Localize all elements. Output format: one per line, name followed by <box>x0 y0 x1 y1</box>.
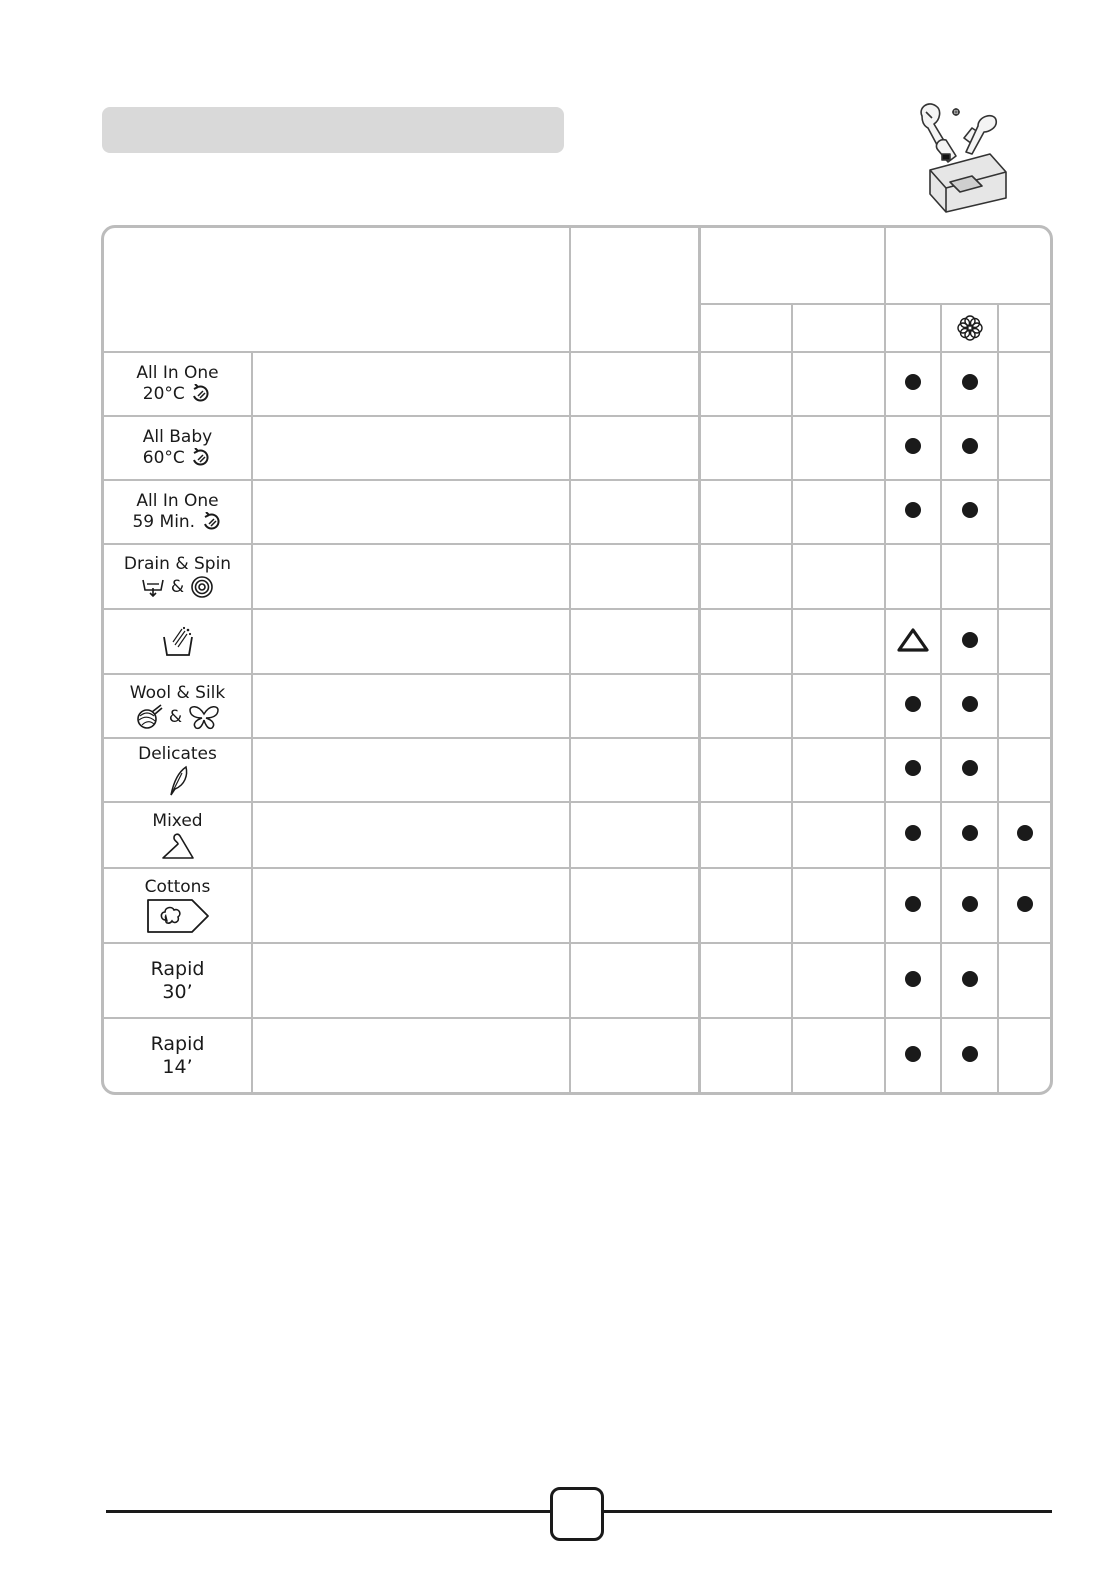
softener-cell <box>941 609 998 674</box>
table-row <box>104 480 1050 544</box>
description-cell <box>252 480 570 544</box>
dosage-dot <box>1017 896 1033 912</box>
load-cell <box>570 674 699 738</box>
dosage-dot <box>905 896 921 912</box>
table-row <box>104 943 1050 1018</box>
dosage-dot <box>962 632 978 648</box>
softener-cell <box>941 416 998 480</box>
dosage-dot <box>905 1046 921 1062</box>
program-name-cell <box>104 352 252 416</box>
program-name-cell <box>104 738 252 802</box>
dosage-dot <box>962 374 978 390</box>
program-temperature: 20°C <box>142 384 185 404</box>
main-wash-cell <box>885 544 941 609</box>
spin-icon <box>190 575 214 599</box>
softener-cell <box>941 868 998 943</box>
dosage-dot <box>905 438 921 454</box>
optional-dosage-triangle <box>896 627 930 653</box>
main-wash-cell <box>885 868 941 943</box>
load-cell <box>570 802 699 868</box>
header-sub-2 <box>792 304 885 352</box>
description-cell <box>252 609 570 674</box>
description-cell <box>252 352 570 416</box>
table-row <box>104 352 1050 416</box>
detergent-dosage-table <box>104 228 1050 1092</box>
table-row <box>104 609 1050 674</box>
load-cell <box>570 868 699 943</box>
dosage-dot <box>962 1046 978 1062</box>
dosage-dot <box>905 760 921 776</box>
dosage-dot <box>962 825 978 841</box>
extra-cell <box>998 544 1050 609</box>
extra-cell <box>998 802 1050 868</box>
dosage-dot <box>905 971 921 987</box>
description-cell <box>252 416 570 480</box>
program-name-cell <box>104 609 252 674</box>
program-name: Rapid <box>150 1032 205 1055</box>
rinse-icon <box>161 625 195 659</box>
program-duration: 30’ <box>162 980 193 1003</box>
table-row <box>104 802 1050 868</box>
load-cell <box>570 480 699 544</box>
header-sub-1 <box>699 304 792 352</box>
header-temperature <box>699 228 885 304</box>
main-wash-cell <box>885 674 941 738</box>
load-cell <box>570 943 699 1018</box>
main-wash-cell <box>885 480 941 544</box>
description-cell <box>252 1018 570 1092</box>
program-name-cell <box>104 480 252 544</box>
footer-rule-left <box>106 1510 550 1513</box>
program-table <box>101 225 1053 1095</box>
dosage-dot <box>905 825 921 841</box>
load-cell <box>570 416 699 480</box>
description-cell <box>252 943 570 1018</box>
header-compartments <box>885 228 1050 304</box>
dosage-dot <box>962 896 978 912</box>
feather-icon <box>167 765 189 797</box>
main-wash-cell <box>885 943 941 1018</box>
ampersand: & <box>168 706 183 727</box>
mixed-fabric-icon <box>160 832 196 860</box>
dosage-dot <box>905 696 921 712</box>
extra-cell <box>998 674 1050 738</box>
program-name-cell <box>104 674 252 738</box>
main-wash-cell <box>885 1018 941 1092</box>
cotton-tag-icon <box>146 898 210 934</box>
description-cell <box>252 738 570 802</box>
dosage-dot <box>962 760 978 776</box>
header-load <box>570 228 699 352</box>
program-name-cell <box>104 544 252 609</box>
table-row <box>104 1018 1050 1092</box>
program-name-cell <box>104 1018 252 1092</box>
softener-cell <box>941 544 998 609</box>
softener-cell <box>941 352 998 416</box>
dosage-dot <box>962 502 978 518</box>
description-cell <box>252 674 570 738</box>
program-name: Cottons <box>144 877 211 897</box>
drain-icon <box>141 576 165 598</box>
softener-cell <box>941 943 998 1018</box>
extra-cell <box>998 609 1050 674</box>
program-duration: 14’ <box>162 1055 193 1078</box>
dosage-dot <box>962 971 978 987</box>
table-row <box>104 544 1050 609</box>
detergent-drawer-illustration <box>912 98 1012 216</box>
dosage-dot <box>962 438 978 454</box>
softener-cell <box>941 738 998 802</box>
description-cell <box>252 802 570 868</box>
table-row <box>104 868 1050 943</box>
dosage-dot <box>905 502 921 518</box>
quick-cycle-icon <box>190 448 212 468</box>
softener-cell <box>941 480 998 544</box>
load-cell <box>570 1018 699 1092</box>
load-cell <box>570 609 699 674</box>
load-cell <box>570 352 699 416</box>
program-name: All Baby <box>142 427 213 447</box>
header-main-wash <box>885 304 941 352</box>
load-cell <box>570 544 699 609</box>
description-cell <box>252 544 570 609</box>
dosage-dot <box>1017 825 1033 841</box>
program-name-cell <box>104 416 252 480</box>
header-extra <box>998 304 1050 352</box>
section-title-bar <box>102 107 564 153</box>
main-wash-cell <box>885 352 941 416</box>
main-wash-cell <box>885 609 941 674</box>
main-wash-cell <box>885 738 941 802</box>
extra-cell <box>998 738 1050 802</box>
softener-cell <box>941 802 998 868</box>
quick-cycle-icon <box>190 384 212 404</box>
extra-cell <box>998 352 1050 416</box>
load-cell <box>570 738 699 802</box>
program-name: Drain & Spin <box>123 554 232 574</box>
program-duration: 59 Min. <box>132 512 196 532</box>
table-row <box>104 674 1050 738</box>
extra-cell <box>998 1018 1050 1092</box>
program-name: All In One <box>136 363 219 383</box>
program-name: Wool & Silk <box>129 682 226 703</box>
quick-cycle-icon <box>201 512 223 532</box>
program-name-cell <box>104 868 252 943</box>
header-program <box>104 228 570 352</box>
program-name-cell <box>104 943 252 1018</box>
extra-cell <box>998 943 1050 1018</box>
dosage-dot <box>905 374 921 390</box>
program-temperature: 60°C <box>142 448 185 468</box>
softener-cell <box>941 1018 998 1092</box>
main-wash-cell <box>885 416 941 480</box>
extra-cell <box>998 480 1050 544</box>
program-name: All In One <box>136 491 219 511</box>
program-name-cell <box>104 802 252 868</box>
butterfly-icon <box>188 704 220 730</box>
main-wash-cell <box>885 802 941 868</box>
extra-cell <box>998 416 1050 480</box>
dosage-dot <box>962 696 978 712</box>
description-cell <box>252 868 570 943</box>
table-row <box>104 416 1050 480</box>
table-row <box>104 738 1050 802</box>
flower-icon <box>955 313 985 343</box>
softener-cell <box>941 674 998 738</box>
page-number-box <box>550 1487 604 1541</box>
footer-rule-right <box>604 1510 1052 1513</box>
ampersand: & <box>170 577 185 597</box>
program-name: Delicates <box>138 743 217 764</box>
wool-yarn-icon <box>135 704 163 730</box>
header-softener <box>941 304 998 352</box>
extra-cell <box>998 868 1050 943</box>
program-name: Mixed <box>152 810 203 831</box>
program-name: Rapid <box>150 957 205 980</box>
